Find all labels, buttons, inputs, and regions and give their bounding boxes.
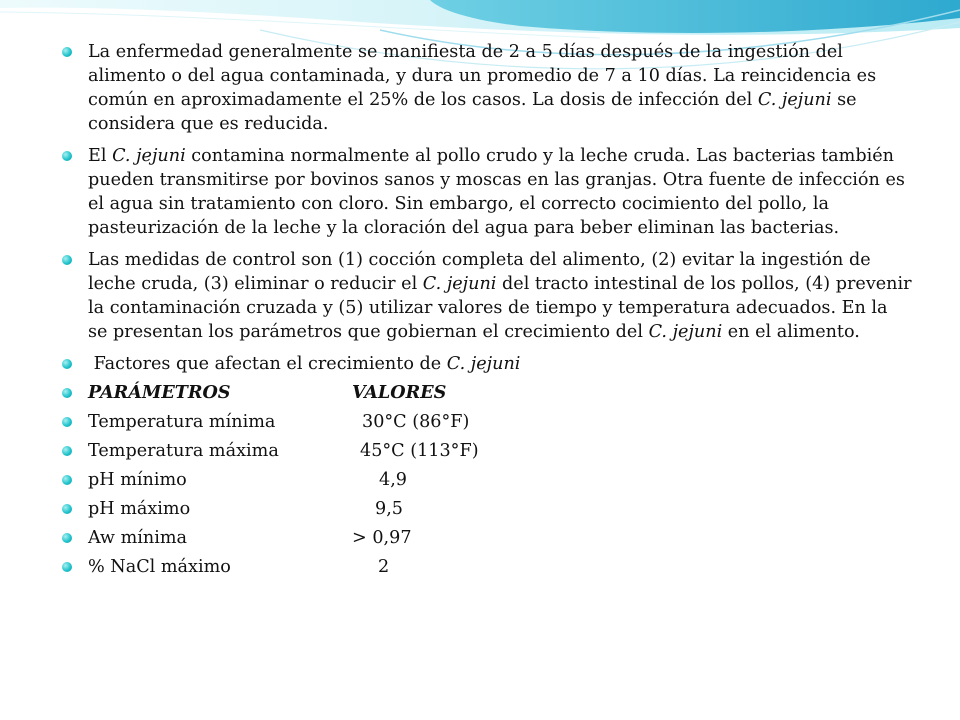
paragraph-incubation: La enfermedad generalmente se manifiesta de 2 a 5 días después de la ingestión del alimento o del agua contaminada, y dura un promedio de 7 a 10 días. La reincidencia es común en aproximadamente el 25% de los casos. La dosis de infección del C. jejuni se considera que es reducida. <box>62 40 912 136</box>
bullet-icon <box>62 359 72 369</box>
table-row <box>62 526 912 550</box>
parameter-value: 9,5 <box>375 499 403 519</box>
parameter-name: Temperatura mínima <box>88 412 276 432</box>
table-row <box>62 439 912 463</box>
table-header <box>62 381 912 405</box>
bullet-icon <box>62 504 72 514</box>
parameter-name: Temperatura máxima <box>88 441 279 461</box>
parameter-value: > 0,97 <box>352 528 412 548</box>
header-values: VALORES <box>352 382 447 403</box>
bullet-icon <box>62 562 72 572</box>
parameter-value: 30°C (86°F) <box>362 412 470 432</box>
parameter-value: 4,9 <box>379 470 407 490</box>
table-row <box>62 497 912 521</box>
parameter-name: % NaCl máximo <box>88 557 231 577</box>
bullet-icon <box>62 533 72 543</box>
bullet-icon <box>62 151 72 161</box>
table-row <box>62 410 912 434</box>
parameter-value: 45°C (113°F) <box>360 441 479 461</box>
slide-content <box>62 40 912 584</box>
bullet-icon <box>62 388 72 398</box>
bullet-icon <box>62 446 72 456</box>
bullet-icon <box>62 47 72 57</box>
bullet-icon <box>62 255 72 265</box>
table-row <box>62 468 912 492</box>
table-row <box>62 555 912 579</box>
parameter-name: pH máximo <box>88 499 191 519</box>
bullet-icon <box>62 417 72 427</box>
paragraph-sources: El C. jejuni contamina normalmente al pollo crudo y la leche cruda. Las bacterias también pueden transmitirse por bovinos sanos y moscas en las granjas. Otra fuente de infección es el agua sin tratamiento con cloro. Sin embargo, el correcto cocimiento del pollo, la pasteurización de la leche y la cloración del agua para beber eliminan las bacterias. <box>62 144 912 240</box>
parameter-name: Aw mínima <box>88 528 188 548</box>
bullet-icon <box>62 475 72 485</box>
parameter-name: pH mínimo <box>88 470 187 490</box>
table-title: Factores que afectan el crecimiento de C. jejuni <box>62 352 912 376</box>
parameter-value: 2 <box>378 557 390 577</box>
paragraph-control: Las medidas de control son (1) cocción completa del alimento, (2) evitar la ingestión de leche cruda, (3) eliminar o reducir el C. jejuni del tracto intestinal de los pollos, (4) prevenir la contaminación cruzada y (5) utilizar valores de tiempo y temperatura adecuados. En la se presentan los parámetros que gobiernan el crecimiento del C. jejuni en el alimento. <box>62 248 912 344</box>
header-parameters: PARÁMETROS <box>88 382 231 403</box>
